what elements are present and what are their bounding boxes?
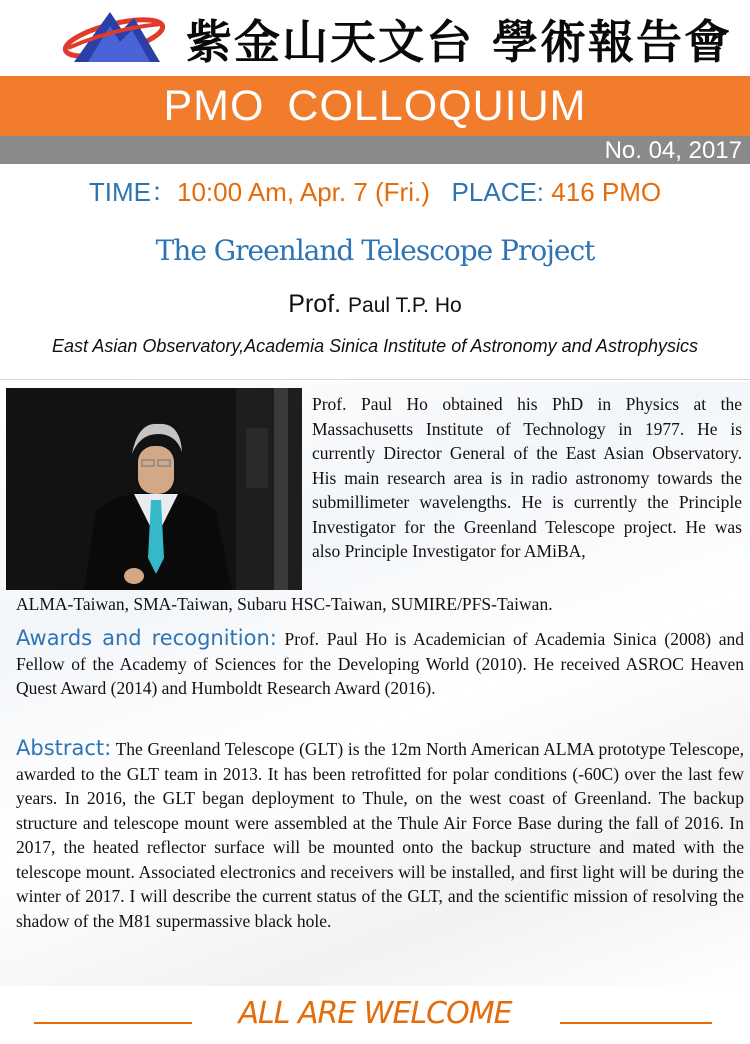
- welcome-text: ALL ARE WELCOME: [238, 996, 512, 1031]
- speaker-prefix: Prof.: [288, 290, 349, 318]
- issue-bar: [0, 136, 750, 164]
- abstract-text: The Greenland Telescope (GLT) is the 12m North American ALMA prototype Telescope, awarded to the GLT team in 2013. It has been retrofitted for polar conditions (-60C) over the last few years. In 2016, the GLT began deployment to Thule, on the west coast of Greenland. The backup structure and telescope mount were assembled at the Thule Air Force Base during the fall of 2016. In 2017, the heated reflector surface will be mounted onto the backup structure and mated with the telescope mount. Associated electronics and receivers will be installed, and first light will be during the winter of 2017. I will describe the current status of the GLT, and the scientific mission of resolving the shadow of the M81 supermassive black hole.: [16, 739, 744, 931]
- abstract-section: [16, 736, 744, 933]
- speaker-affiliation: East Asian Observatory,Academia Sinica Institute of Astronomy and Astrophysics: [52, 336, 698, 356]
- time-value: 10:00 Am, Apr. 7 (Fri.): [176, 177, 430, 207]
- chinese-title: 紫金山天文台 學術報告會: [186, 15, 733, 69]
- speaker-photo-image: [6, 388, 302, 590]
- speaker-bio-continued: ALMA-Taiwan, SMA-Taiwan, Subaru HSC-Taiwan, SUMIRE/PFS-Taiwan.: [16, 594, 553, 614]
- place-value: 416 PMO: [551, 177, 662, 207]
- place-label: PLACE:: [451, 177, 545, 207]
- issue-number: No. 04, 2017: [604, 137, 742, 164]
- speaker-name: Paul T.P. Ho: [348, 294, 462, 317]
- divider: [0, 379, 750, 380]
- welcome-footer: [0, 996, 750, 1036]
- banner-text: PMO COLLOQUIUM: [163, 82, 587, 130]
- event-details: [0, 172, 750, 209]
- abstract-label: Abstract:: [16, 736, 112, 760]
- header: [0, 0, 750, 76]
- talk-title: The Greenland Telescope Project: [155, 234, 595, 267]
- colloquium-banner: [0, 76, 750, 136]
- speaker-bio: Prof. Paul Ho obtained his PhD in Physics at the Massachusetts Institute of Technology in 1977. He is currently Director General of the East Asian Observatory. His main research area is in radio astronomy towards the submillimeter wavelengths. He is currently the Principle Investigator for the Greenland Telescope project. He was also Principle Investigator for AMiBA,: [312, 394, 742, 561]
- awards-label: Awards and recognition:: [16, 626, 277, 650]
- speaker: [0, 290, 750, 319]
- speaker-photo: [6, 388, 302, 590]
- observatory-logo-icon: [58, 4, 168, 68]
- awards-text: Prof. Paul Ho is Academician of Academia Sinica (2008) and Fellow of the Academy of Sciences for the Developing World (2010). He received ASROC Heaven Quest Award (2014) and Humboldt Research Award (2016).: [16, 629, 744, 698]
- time-label: TIME：: [88, 177, 177, 207]
- awards-section: [16, 626, 744, 701]
